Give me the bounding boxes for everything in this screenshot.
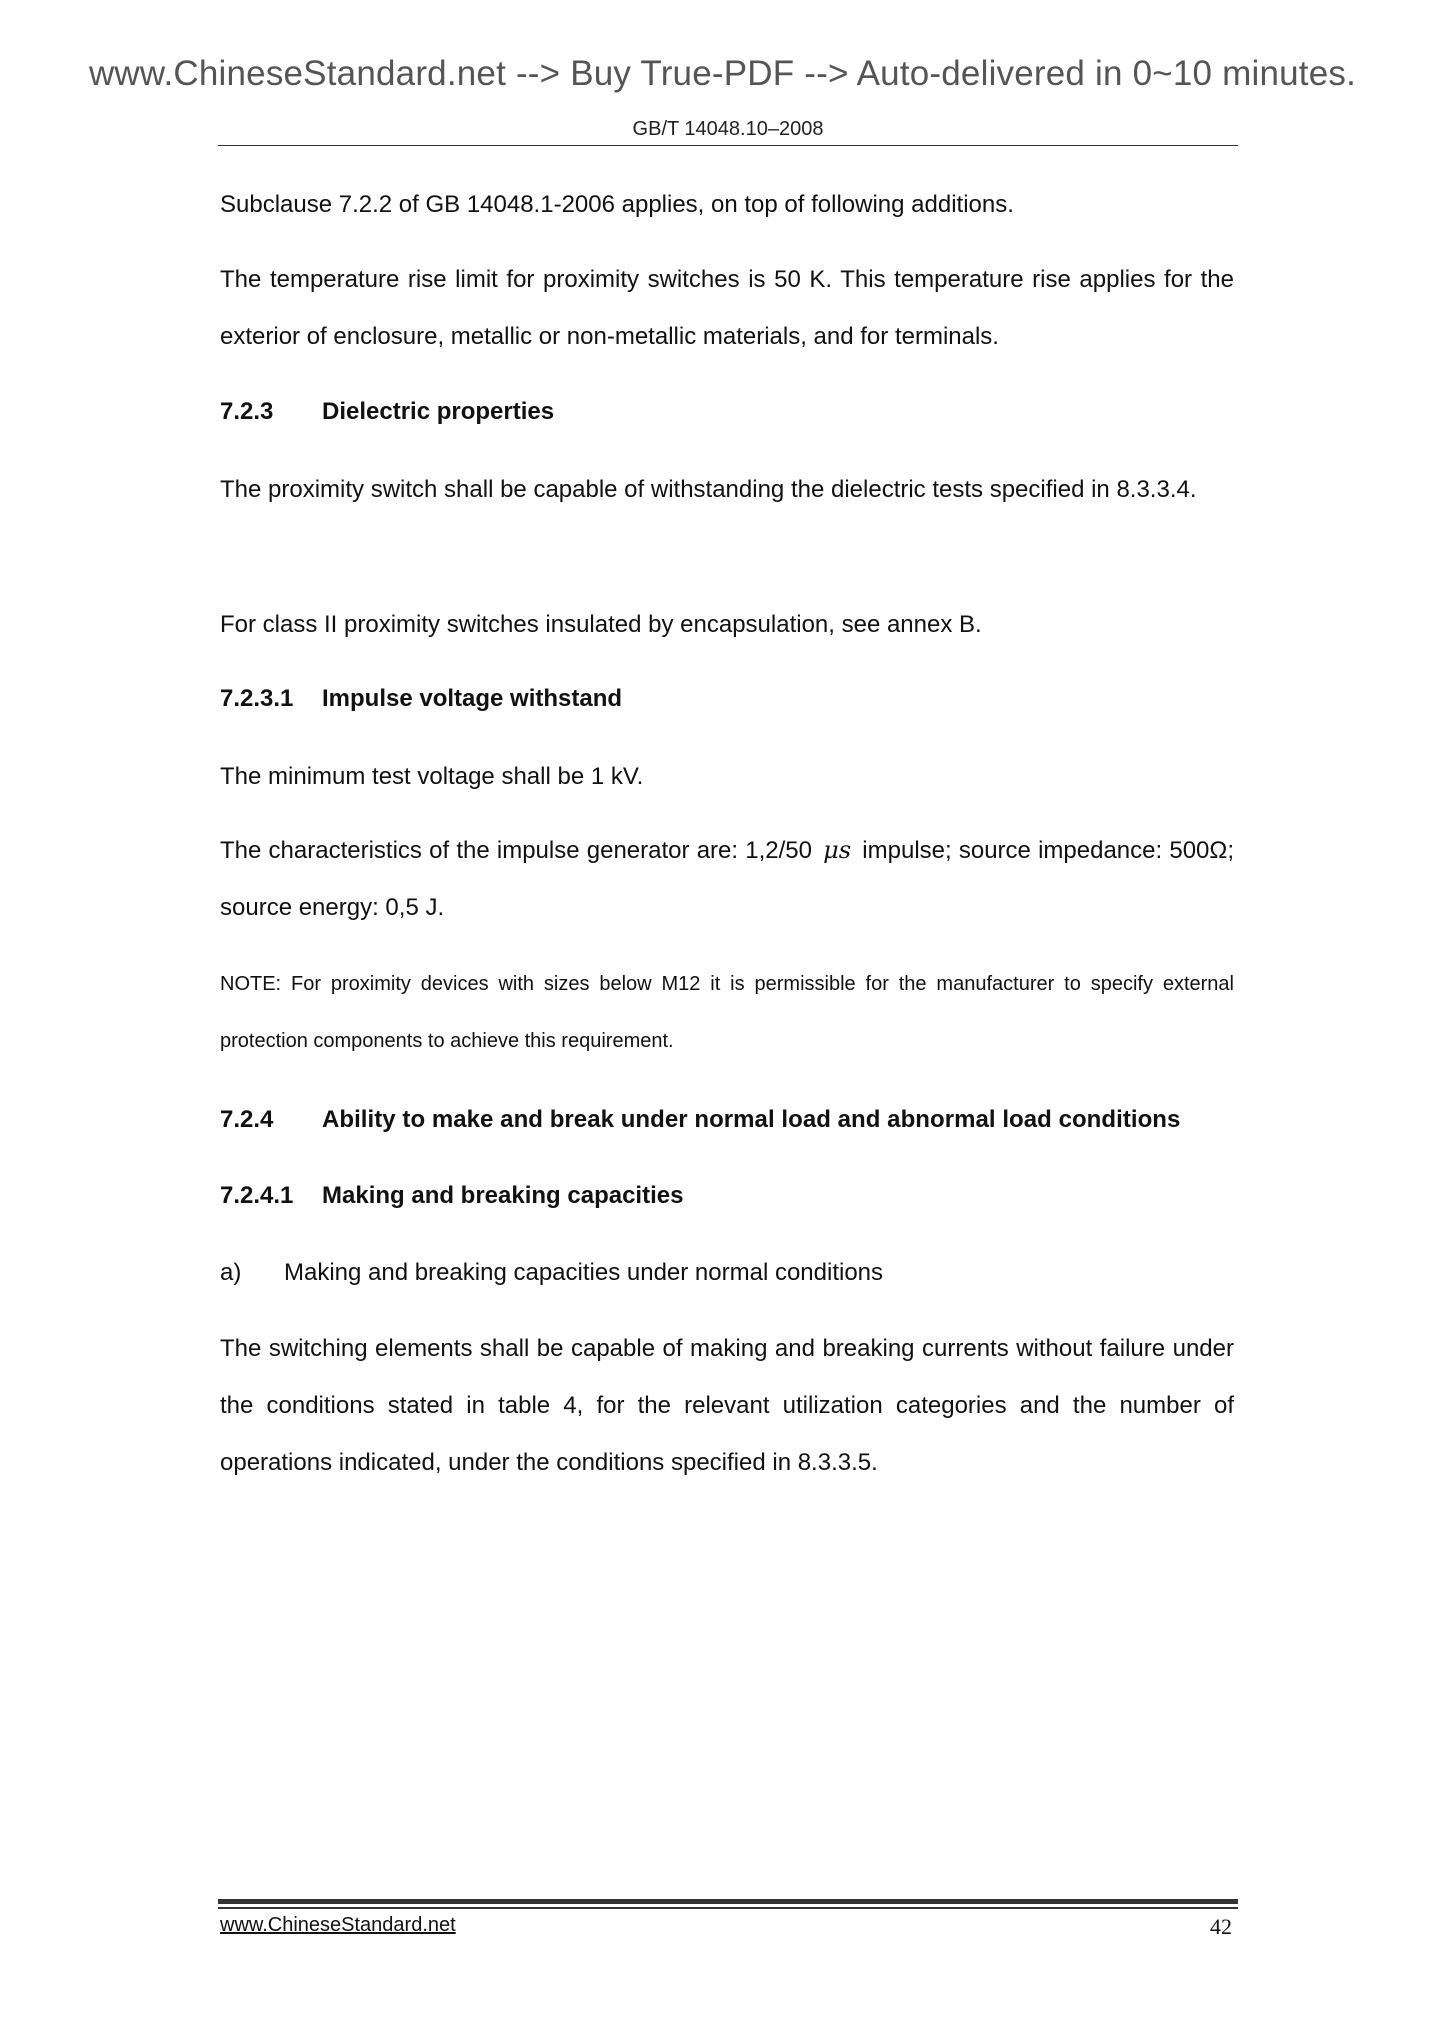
section-title: Dielectric properties: [322, 398, 555, 425]
section-title: Making and breaking capacities: [322, 1182, 684, 1209]
impulse-text-end: impulse; source impedance: 500Ω; source energy: 0,5 J.: [220, 837, 1235, 921]
list-marker: a): [220, 1259, 242, 1286]
footer-rule: [218, 1899, 1238, 1904]
section-title: Ability to make and break under normal load and abnormal load conditions: [322, 1106, 1181, 1133]
promo-banner: www.ChineseStandard.net --> Buy True-PDF --> Auto-delivered in 0~10 minutes.: [88, 54, 1357, 93]
paragraph-impulse-generator: [220, 822, 1234, 936]
footer-rule-thin: [218, 1907, 1238, 1909]
paragraph-dielectric: The proximity switch shall be capable of withstanding the dielectric tests specified in 8.3.3.4.: [220, 476, 1197, 503]
paragraph-class-ii: For class II proximity switches insulated by encapsulation, see annex B.: [220, 611, 982, 638]
section-number: 7.2.3.1: [220, 685, 294, 712]
list-item-a: [220, 1259, 883, 1287]
note-paragraph: NOTE: For proximity devices with sizes below M12 it is permissible for the manufacturer to specify external protection components to achieve this requirement.: [220, 973, 1234, 1052]
footer-website-link[interactable]: www.ChineseStandard.net: [220, 1914, 456, 1936]
impulse-text-start: The characteristics of the impulse generator are: 1,2/50: [220, 837, 812, 864]
section-number: 7.2.4.1: [220, 1182, 294, 1209]
section-7-2-3-1-heading: [220, 685, 622, 713]
microsecond-unit: μs: [823, 836, 852, 864]
header-rule: [218, 145, 1238, 146]
standard-number: GB/T 14048.10–2008: [632, 118, 824, 140]
section-7-2-4-1-heading: [220, 1182, 683, 1210]
page-number: 42: [1210, 1914, 1232, 1939]
section-number: 7.2.3: [220, 398, 274, 425]
paragraph-subclause: Subclause 7.2.2 of GB 14048.1-2006 applies, on top of following additions.: [220, 191, 1014, 218]
paragraph-temperature-rise: The temperature rise limit for proximity switches is 50 K. This temperature rise applies for the exterior of enclosure, metallic or non-metallic materials, and for terminals.: [220, 266, 1234, 350]
list-item-text: Making and breaking capacities under normal conditions: [284, 1259, 884, 1286]
paragraph-switching-elements: The switching elements shall be capable of making and breaking currents without failure under the conditions stated in table 4, for the relevant utilization categories and the number of operations indicated, under the conditions specified in 8.3.3.5.: [220, 1335, 1234, 1476]
paragraph-minimum-voltage: The minimum test voltage shall be 1 kV.: [220, 763, 644, 790]
section-7-2-3-heading: [220, 398, 554, 426]
section-7-2-4-heading: [220, 1106, 1234, 1134]
section-number: 7.2.4: [220, 1106, 274, 1133]
section-title: Impulse voltage withstand: [322, 685, 623, 712]
